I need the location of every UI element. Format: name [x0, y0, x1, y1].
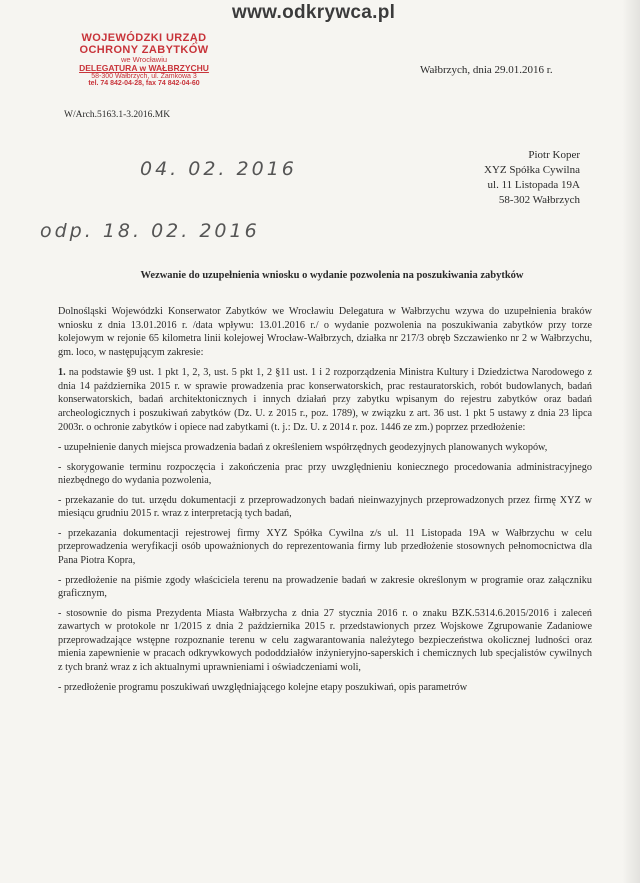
list-item: - przedłożenie na piśmie zgody właściciela terenu na prowadzenie badań w zakresie określonym w programie oraz załączniku graficznym,: [58, 574, 592, 600]
page-edge-shadow: [622, 0, 640, 883]
handwritten-received-date: 04. 02. 2016: [140, 158, 297, 180]
recipient-line: XYZ Spółka Cywilna: [484, 163, 580, 176]
recipient-address: [484, 148, 580, 207]
handwritten-reply-date: odp. 18. 02. 2016: [40, 220, 260, 242]
watermark: www.odkrywca.pl: [232, 2, 396, 23]
list-item: - skorygowanie terminu rozpoczęcia i zakończenia prac przy uwzględnieniu koniecznego procedowania administracyjnego niezbędnego do wydania pozwolenia,: [58, 461, 592, 487]
list-item: - przedłożenie programu poszukiwań uwzględniającego kolejne etapy poszukiwań, opis parametrów: [58, 681, 468, 693]
recipient-line: ul. 11 Listopada 19A: [487, 178, 580, 191]
point-1-text: na podstawie §9 ust. 1 pkt 1, 2, 3, ust. 5 pkt 1, 2 §11 ust. 1 i 2 rozporządzenia Ministra Kultury i Dziedzictwa Narodowego z dnia 14 października 2015 r. w sprawie prowadzenia prac konserwatorskich, prac restauratorskich, robót budowlanych, badań konserwatorskich, badań architektonicznych i innych działań przy zabytku wpisanym do rejestru zabytków oraz badań archeologicznych i poszukiwań zabytków (Dz. U. z 2015 r., poz. 1789), w związku z art. 36 ust. 1 pkt 5 ustawy z dnia 23 lipca 2003r. o ochronie zabytków i opiece nad zabytkami (t. j.: Dz. U. z 2014 r. poz. 1446 ze zm.) poprzez przedłożenie:: [58, 367, 592, 433]
stamp-line-1: WOJEWÓDZKI URZĄD: [81, 32, 207, 44]
list-item: - stosownie do pisma Prezydenta Miasta Wałbrzycha z dnia 27 stycznia 2016 r. o znaku BZK.5314.6.2015/2016 i zaleceń zawartych w protokole nr 1/2015 z dnia 2 października 2015 r. przedstawionych przez Wojskowe Zgrupowanie Zadaniowe przeprowadzające wstępne rozpoznanie terenu w celu zagwarantowania należytego bezpieczeństwa okolicznej ludności oraz mienia zapewnienie w pracach odkrywkowych pododdziałów inżynieryjno-saperskich i chemicznych lub specjalistów cywilnych z tych branż wraz z ich aktualnymi uprawnieniami i oświadczeniami woli,: [58, 607, 592, 673]
office-stamp: [55, 33, 233, 88]
list-item: - przekazania dokumentacji rejestrowej firmy XYZ Spółka Cywilna z/s ul. 11 Listopada 19A w Wałbrzychu w celu przeprowadzenia weryfikacji osób upoważnionych do reprezentowania firmy lub przedłożenie stosownych pełnomocnictwa dla Pana Piotra Kopra,: [58, 527, 592, 566]
intro-paragraph: Dolnośląski Wojewódzki Konserwator Zabytków we Wrocławiu Delegatura w Wałbrzychu wzywa do uzupełnienia braków wniosku z dnia 13.01.2016 r. /data wpływu: 13.01.2016 r./ o wydanie pozwolenia na poszukiwania zabytków przy torze kolejowym w rejonie 65 kilometra linii kolejowej Wrocław-Wałbrzych, działka nr 217/3 obręb Szczawienko nr 2 w Wałbrzychu, gm. loco, w następującym zakresie:: [58, 306, 592, 358]
list-item: - uzupełnienie danych miejsca prowadzenia badań z określeniem współrzędnych geodezyjnych planowanych wykopów,: [58, 442, 548, 454]
letter-body: [58, 305, 592, 700]
point-1-number: 1.: [58, 367, 66, 379]
letter-date: Wałbrzych, dnia 29.01.2016 r.: [420, 64, 553, 76]
stamp-line-5: 58-300 Wałbrzych, ul. Zamkowa 3: [91, 72, 197, 80]
stamp-line-6: tel. 74 842-04-28, fax 74 842-04-60: [88, 80, 200, 88]
stamp-line-4: DELEGATURA w WAŁBRZYCHU: [79, 62, 209, 73]
recipient-line: 58-302 Wałbrzych: [498, 193, 580, 206]
list-item: - przekazanie do tut. urzędu dokumentacji z przeprowadzonych badań nieinwazyjnych przeprowadzonych przez firmę XYZ w miesiącu grudniu 2015 r. wraz z interpretacją tych badań,: [58, 494, 592, 520]
point-1: [58, 366, 592, 434]
recipient-line: Piotr Koper: [528, 149, 580, 161]
stamp-line-3: we Wrocławiu: [120, 55, 168, 65]
reference-number: W/Arch.5163.1-3.2016.MK: [64, 110, 171, 120]
stamp-line-2: OCHRONY ZABYTKÓW: [79, 43, 209, 56]
letter-title: Wezwanie do uzupełnienia wniosku o wydanie pozwolenia na poszukiwania zabytków: [140, 270, 524, 281]
